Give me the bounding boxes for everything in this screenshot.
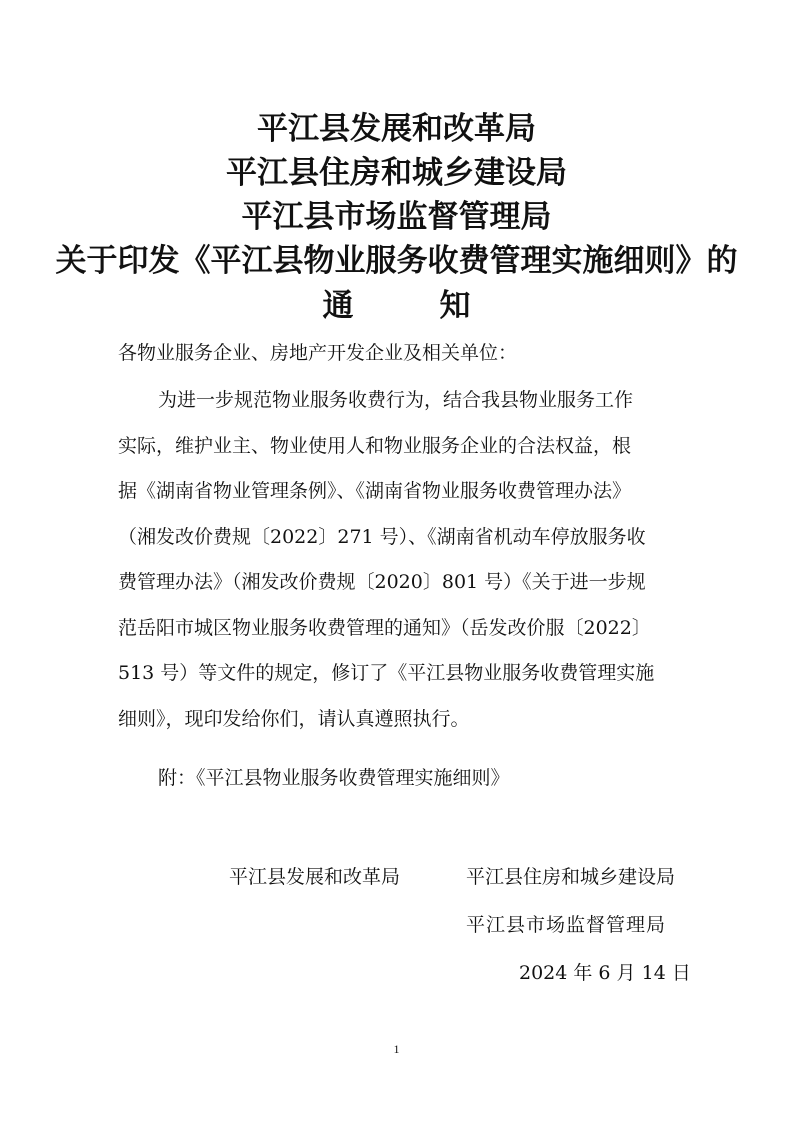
paragraph-line: （湘发改价费规〔2022〕271 号）、《湖南省机动车停放服务收 [118, 525, 646, 548]
document-title: 关于印发《平江县物业服务收费管理实施细则》的 [55, 243, 738, 279]
paragraph-line: 实际，维护业主、物业使用人和物业服务企业的合法权益，根 [118, 434, 632, 457]
notice-char-1: 通 [322, 288, 354, 324]
header-org-2: 平江县住房和城乡建设局 [226, 155, 567, 191]
paragraph-line: 费管理办法》（湘发改价费规〔2020〕801 号）《关于进一步规 [118, 571, 646, 593]
page-number: 1 [393, 1042, 400, 1056]
signature-org-1: 平江县发展和改革局 [229, 866, 401, 888]
issue-date: 2024 年 6 月 14 日 [519, 962, 691, 984]
document-title-notice [0, 287, 793, 325]
attachment-note: 附：《平江县物业服务收费管理实施细则》 [158, 767, 510, 789]
signature-org-2: 平江县住房和城乡建设局 [466, 866, 676, 888]
salutation: 各物业服务企业、房地产开发企业及相关单位： [118, 342, 518, 364]
notice-char-2: 知 [439, 288, 471, 324]
paragraph-line: 为进一步规范物业服务收费行为，结合我县物业服务工作 [158, 389, 634, 411]
paragraph-line: 细则》，现印发给你们，请认真遵照执行。 [118, 707, 470, 730]
header-org-3: 平江县市场监督管理局 [241, 199, 552, 235]
body-paragraph [118, 378, 698, 742]
paragraph-line: 据《湖南省物业管理条例》、《湖南省物业服务收费管理办法》 [118, 480, 632, 502]
signature-org-3: 平江县市场监督管理局 [466, 914, 667, 936]
header-org-1: 平江县发展和改革局 [257, 111, 536, 147]
paragraph-line: 范岳阳市城区物业服务收费管理的通知》（岳发改价服〔2022〕 [118, 616, 651, 639]
paragraph-line: 513 号）等文件的规定，修订了《平江县物业服务收费管理实施 [118, 662, 655, 684]
